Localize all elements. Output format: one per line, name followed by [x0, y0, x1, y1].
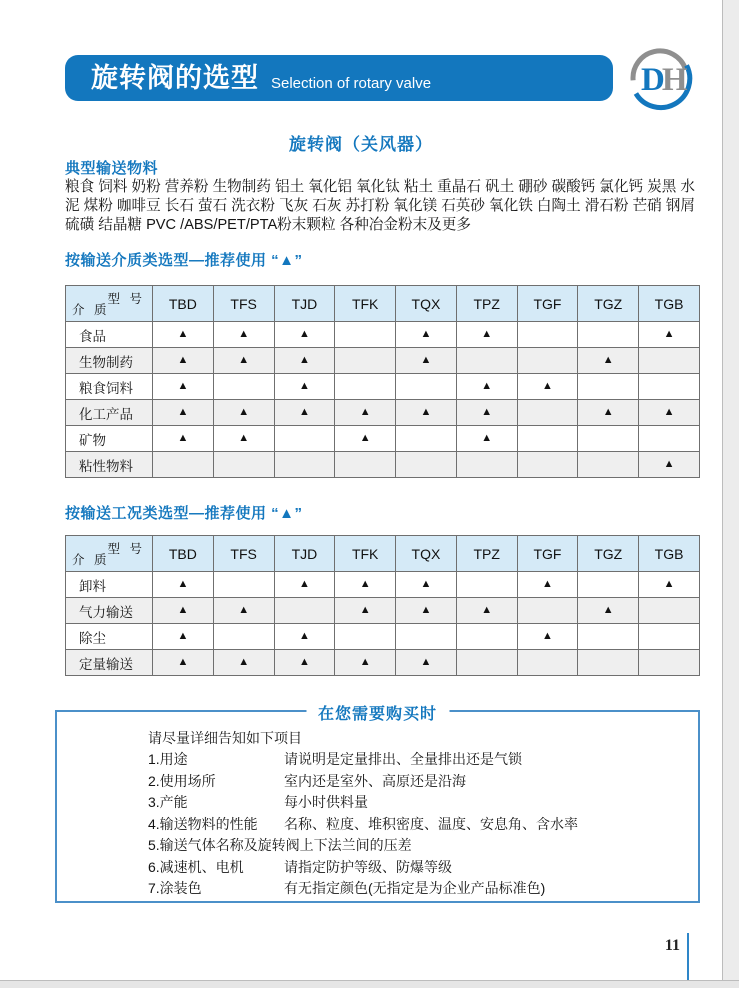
recommended-mark: ▲ — [274, 400, 335, 426]
recommended-mark: ▲ — [274, 624, 335, 650]
empty-cell — [578, 374, 639, 400]
page-edge-right — [722, 0, 739, 987]
empty-cell — [639, 624, 700, 650]
table-row — [66, 572, 700, 598]
svg-text:DH — [641, 62, 688, 98]
purchase-item-label: 2.使用场所 — [148, 772, 216, 789]
purchase-item — [148, 749, 698, 771]
empty-cell — [396, 624, 457, 650]
row-label: 粘性物料 — [66, 452, 153, 478]
recommended-mark: ▲ — [578, 598, 639, 624]
empty-cell — [274, 426, 335, 452]
recommended-mark: ▲ — [335, 650, 396, 676]
recommended-mark: ▲ — [153, 624, 214, 650]
empty-cell — [335, 322, 396, 348]
empty-cell — [639, 374, 700, 400]
recommended-mark: ▲ — [517, 374, 578, 400]
recommended-mark: ▲ — [396, 400, 457, 426]
table-row — [66, 322, 700, 348]
recommended-mark: ▲ — [639, 322, 700, 348]
empty-cell — [517, 426, 578, 452]
purchase-box — [55, 706, 700, 903]
condition-selection-table — [65, 535, 700, 676]
empty-cell — [578, 650, 639, 676]
column-header-tqx: TQX — [396, 536, 457, 572]
empty-cell — [639, 426, 700, 452]
purchase-item-label: 6.减速机、电机 — [148, 858, 244, 875]
recommended-mark: ▲ — [213, 400, 274, 426]
empty-cell — [578, 624, 639, 650]
column-header-tfs: TFS — [213, 286, 274, 322]
empty-cell — [456, 572, 517, 598]
recommended-mark: ▲ — [213, 650, 274, 676]
empty-cell — [456, 624, 517, 650]
purchase-item-label: 3.产能 — [148, 794, 188, 811]
purchase-item-value: 请指定防护等级、防爆等级 — [284, 858, 452, 875]
column-header-tfk: TFK — [335, 286, 396, 322]
purchase-item — [148, 856, 698, 878]
recommended-mark: ▲ — [274, 322, 335, 348]
purchase-box-content — [148, 727, 698, 899]
recommended-mark: ▲ — [274, 374, 335, 400]
empty-cell — [456, 348, 517, 374]
recommended-mark: ▲ — [335, 572, 396, 598]
row-label: 生物制药 — [66, 348, 153, 374]
empty-cell — [517, 598, 578, 624]
column-header-tfk: TFK — [335, 536, 396, 572]
column-header-tgf: TGF — [517, 536, 578, 572]
purchase-item — [148, 727, 698, 749]
recommended-mark: ▲ — [153, 572, 214, 598]
corner-label-medium: 介 质 — [72, 553, 110, 567]
recommended-mark: ▲ — [153, 426, 214, 452]
recommended-mark: ▲ — [396, 572, 457, 598]
corner-label-model: 型 号 — [107, 542, 145, 556]
column-header-tqx: TQX — [396, 286, 457, 322]
recommended-mark: ▲ — [335, 426, 396, 452]
purchase-item-label: 7.涂装色 — [148, 880, 202, 897]
empty-cell — [639, 348, 700, 374]
purchase-item — [148, 770, 698, 792]
row-label: 食品 — [66, 322, 153, 348]
materials-text: 粮食 饲料 奶粉 营养粉 生物制药 铝土 氧化铝 氧化钛 粘土 重晶石 矾土 硼砂 碳酸钙 氯化钙 炭黑 水泥 煤粉 咖啡豆 长石 萤石 洗衣粉 飞灰 石灰 苏打粉 氧化镁 石英砂 氧化铁 白陶土 滑石粉 芒硝 钢屑 硫磺 结晶糖 PVC /ABS/PET/PTA粉末颗粒 各种冶金粉末及更多 — [65, 179, 695, 233]
table-row — [66, 374, 700, 400]
column-header-tgb: TGB — [639, 286, 700, 322]
recommended-mark: ▲ — [396, 348, 457, 374]
empty-cell — [213, 624, 274, 650]
column-header-tpz: TPZ — [456, 536, 517, 572]
empty-cell — [335, 624, 396, 650]
empty-cell — [153, 452, 214, 478]
column-header-tbd: TBD — [153, 536, 214, 572]
recommended-mark: ▲ — [213, 426, 274, 452]
banner-title-zh: 旋转阀的选型 — [91, 62, 259, 93]
media-selection-table — [65, 285, 700, 478]
recommended-mark: ▲ — [517, 624, 578, 650]
purchase-item-value: 请说明是定量排出、全量排出还是气锁 — [284, 751, 522, 768]
banner-title-en: Selection of rotary valve — [271, 74, 432, 92]
purchase-item — [148, 878, 698, 900]
recommended-mark: ▲ — [578, 400, 639, 426]
table-row — [66, 650, 700, 676]
table-row — [66, 452, 700, 478]
recommended-mark: ▲ — [274, 348, 335, 374]
purchase-item — [148, 835, 698, 857]
empty-cell — [578, 426, 639, 452]
recommended-mark: ▲ — [274, 572, 335, 598]
recommended-mark: ▲ — [153, 348, 214, 374]
dh-logo-icon — [620, 45, 700, 111]
purchase-item-value: 名称、粒度、堆积密度、温度、安息角、含水率 — [284, 815, 578, 832]
table-row — [66, 598, 700, 624]
empty-cell — [639, 598, 700, 624]
empty-cell — [517, 452, 578, 478]
empty-cell — [396, 374, 457, 400]
recommended-mark: ▲ — [213, 598, 274, 624]
empty-cell — [517, 400, 578, 426]
empty-cell — [274, 598, 335, 624]
purchase-item — [148, 813, 698, 835]
recommended-mark: ▲ — [639, 452, 700, 478]
row-label: 矿物 — [66, 426, 153, 452]
recommended-mark: ▲ — [213, 348, 274, 374]
column-header-tjd: TJD — [274, 536, 335, 572]
empty-cell — [213, 374, 274, 400]
column-header-tgb: TGB — [639, 536, 700, 572]
empty-cell — [639, 650, 700, 676]
recommended-mark: ▲ — [335, 598, 396, 624]
empty-cell — [396, 426, 457, 452]
logo-letter-d: D — [641, 62, 665, 98]
empty-cell — [456, 650, 517, 676]
empty-cell — [517, 650, 578, 676]
column-header-tbd: TBD — [153, 286, 214, 322]
table-row — [66, 426, 700, 452]
empty-cell — [274, 452, 335, 478]
empty-cell — [578, 322, 639, 348]
column-header-tgf: TGF — [517, 286, 578, 322]
purchase-item-value: 每小时供料量 — [284, 794, 368, 811]
page-number: 11 — [664, 937, 680, 954]
table-corner-cell — [66, 286, 153, 322]
empty-cell — [335, 374, 396, 400]
recommended-mark: ▲ — [213, 322, 274, 348]
empty-cell — [517, 322, 578, 348]
page-number-divider — [687, 933, 689, 981]
empty-cell — [578, 572, 639, 598]
purchase-box-title: 在您需要购买时 — [306, 701, 449, 724]
row-label: 卸料 — [66, 572, 153, 598]
empty-cell — [578, 452, 639, 478]
empty-cell — [213, 572, 274, 598]
purchase-item-label: 5.输送气体名称及旋转阀上下法兰间的压差 — [148, 837, 412, 854]
recommended-mark: ▲ — [396, 322, 457, 348]
column-header-tpz: TPZ — [456, 286, 517, 322]
table-row — [66, 348, 700, 374]
recommended-mark: ▲ — [274, 650, 335, 676]
corner-label-medium: 介 质 — [72, 303, 110, 317]
recommended-mark: ▲ — [153, 650, 214, 676]
empty-cell — [335, 348, 396, 374]
recommended-mark: ▲ — [335, 400, 396, 426]
page-banner — [65, 55, 613, 101]
recommended-mark: ▲ — [456, 598, 517, 624]
column-header-tfs: TFS — [213, 536, 274, 572]
recommended-mark: ▲ — [639, 400, 700, 426]
recommended-mark: ▲ — [456, 400, 517, 426]
recommended-mark: ▲ — [456, 374, 517, 400]
purchase-item-value: 有无指定颜色(无指定是为企业产品标准色) — [284, 880, 546, 897]
empty-cell — [396, 452, 457, 478]
table-row — [66, 624, 700, 650]
row-label: 除尘 — [66, 624, 153, 650]
recommended-mark: ▲ — [153, 322, 214, 348]
empty-cell — [517, 348, 578, 374]
purchase-item-label: 1.用途 — [148, 751, 188, 768]
logo-letter-h: H — [661, 62, 688, 98]
row-label: 气力输送 — [66, 598, 153, 624]
column-header-tjd: TJD — [274, 286, 335, 322]
recommended-mark: ▲ — [578, 348, 639, 374]
row-label: 定量输送 — [66, 650, 153, 676]
purchase-item-label: 请尽量详细告知如下项目 — [148, 729, 302, 746]
media-selection-heading: 按输送介质类选型—推荐使用 “▲” — [65, 252, 303, 269]
recommended-mark: ▲ — [153, 598, 214, 624]
column-header-tgz: TGZ — [578, 286, 639, 322]
recommended-mark: ▲ — [456, 426, 517, 452]
row-label: 粮食饲料 — [66, 374, 153, 400]
materials-heading: 典型输送物料 — [65, 160, 159, 177]
recommended-mark: ▲ — [153, 374, 214, 400]
table-row — [66, 400, 700, 426]
recommended-mark: ▲ — [456, 322, 517, 348]
recommended-mark: ▲ — [517, 572, 578, 598]
empty-cell — [335, 452, 396, 478]
recommended-mark: ▲ — [639, 572, 700, 598]
corner-label-model: 型 号 — [107, 292, 145, 306]
purchase-item-value: 室内还是室外、高原还是沿海 — [284, 772, 466, 789]
condition-selection-heading: 按输送工况类选型—推荐使用 “▲” — [65, 505, 303, 522]
table-corner-cell — [66, 536, 153, 572]
row-label: 化工产品 — [66, 400, 153, 426]
empty-cell — [213, 452, 274, 478]
recommended-mark: ▲ — [153, 400, 214, 426]
page-title: 旋转阀（关风器） — [289, 135, 433, 154]
recommended-mark: ▲ — [396, 598, 457, 624]
purchase-item — [148, 792, 698, 814]
column-header-tgz: TGZ — [578, 536, 639, 572]
empty-cell — [456, 452, 517, 478]
recommended-mark: ▲ — [396, 650, 457, 676]
purchase-item-label: 4.输送物料的性能 — [148, 815, 258, 832]
